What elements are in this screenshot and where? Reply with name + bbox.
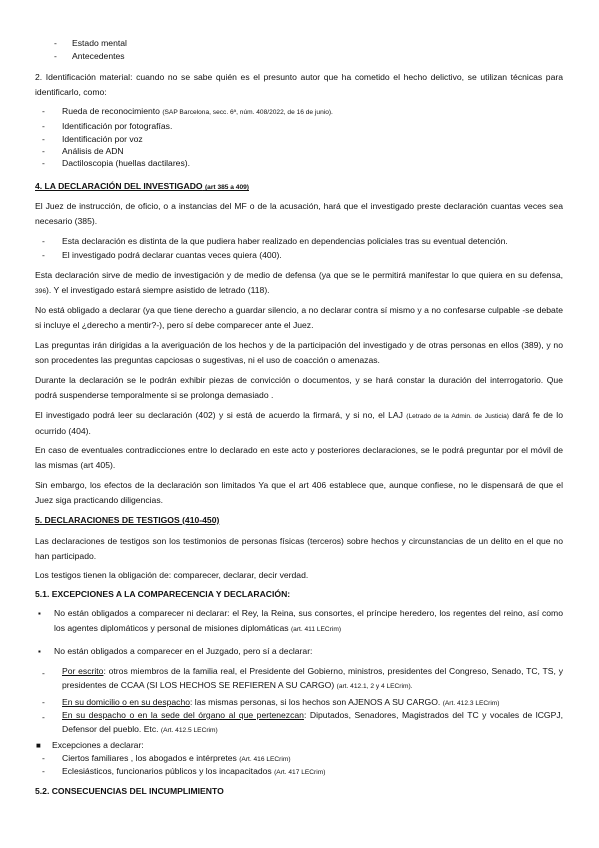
- list-item: Antecedentes: [72, 51, 125, 61]
- paragraph: El investigado podrá leer su declaración (402) y si está de acuerdo la firmará, y si no, el LAJ (Letrado de la Admin. de Justicia) dará fe de lo ocurrido (404).: [35, 410, 563, 436]
- paragraph: En caso de eventuales contradicciones entre lo declarado en este acto y posteriores declaraciones, se le podrá preguntar por el móvil de las mismas (art 405).: [35, 445, 563, 470]
- paragraph: Sin embargo, los efectos de la declaración son limitados Ya que el art 406 establece que, aunque confiese, no le dispensará de que el Juez siga practicando diligencias.: [35, 480, 563, 505]
- dash-bullet: -: [42, 106, 45, 116]
- list-item: En su despacho o en la sede del órgano al que pertenezcan: Diputados, Senadores, Magistrados del TC y vocales de lCGPJ, Defensor del pueblo. Etc. (Art. 412.5 LECrim): [62, 710, 564, 734]
- list-item: Identificación por voz: [62, 134, 143, 144]
- list-item: Excepciones a declarar:: [52, 740, 144, 750]
- list-item: Identificación por fotografías.: [62, 121, 173, 131]
- dash-bullet: -: [42, 134, 45, 144]
- dash-bullet: -: [42, 712, 45, 722]
- paragraph: Esta declaración sirve de medio de investigación y de medio de defensa (ya que se le permitirá manifestar lo que quiera en su defensa, 396). Y el investigado estará siempre asistido de letrado (118).: [35, 270, 563, 295]
- bullet-dot: ▪: [38, 647, 41, 656]
- paragraph: Las declaraciones de testigos son los testimonios de personas físicas (terceros) sobre hechos y circunstancias de un delito en el que no han participado.: [35, 536, 563, 561]
- bullet-dot: ▪: [38, 609, 41, 618]
- list-item: El investigado podrá declarar cuantas veces quiera (400).: [62, 250, 282, 260]
- paragraph: Los testigos tienen la obligación de: comparecer, declarar, decir verdad.: [35, 570, 309, 580]
- dash-bullet: -: [54, 38, 57, 48]
- dash-bullet: -: [42, 158, 45, 168]
- dash-bullet: -: [42, 146, 45, 156]
- list-item: En su domicilio o en su despacho: las mismas personas, si los hechos son AJENOS A SU CARGO. (Art. 412.3 LECrim): [62, 697, 500, 707]
- dash-bullet: -: [42, 766, 45, 776]
- list-item: No están obligados a comparecer ni declarar: el Rey, la Reina, sus consortes, el príncipe heredero, los regentes del reino, así como los agentes diplomáticos y personal de misiones diplomáticas (art. 411 LECrim): [54, 608, 563, 633]
- paragraph: El Juez de instrucción, de oficio, o a instancias del MF o de la acusación, hará que el investigado preste declaración cuantas veces sea necesario (385).: [35, 201, 563, 226]
- list-item: Análisis de ADN: [62, 146, 124, 156]
- subsection-heading: 5.1. EXCEPCIONES A LA COMPARECENCIA Y DECLARACIÓN:: [35, 589, 291, 599]
- bullet-dot: ■: [36, 741, 41, 750]
- subsection-heading: 5.2. CONSECUENCIAS DEL INCUMPLIMIENTO: [35, 786, 224, 796]
- list-item: Por escrito: otros miembros de la familia real, el Presidente del Gobierno, ministros, presidentes del Congreso, Senado, TC, TS, y presidentes de CCAA (SI LOS HECHOS SE REFIEREN A SU CARGO) (art. 412.1, 2 y 4 LECrim).: [62, 666, 563, 690]
- dash-bullet: -: [42, 753, 45, 763]
- paragraph: Las preguntas irán dirigidas a la averiguación de los hechos y de la participación del investigado y de otras personas en ellos (389), y no son procedentes las preguntas capciosas o sugestivas, ni el uso de coacción o amenazas.: [35, 340, 563, 365]
- dash-bullet: -: [42, 668, 45, 678]
- dash-bullet: -: [42, 697, 45, 707]
- section-heading: 5. DECLARACIONES DE TESTIGOS (410-450): [35, 515, 220, 525]
- list-item: Rueda de reconocimiento (SAP Barcelona, secc. 6ª, núm. 408/2022, de 16 de junio).: [62, 106, 333, 116]
- list-item: Eclesiásticos, funcionarios públicos y los incapacitados (Art. 417 LECrim): [62, 766, 326, 776]
- list-item: Dactiloscopia (huellas dactilares).: [62, 158, 191, 168]
- list-item: Estado mental: [72, 38, 127, 48]
- section-heading: 4. LA DECLARACIÓN DEL INVESTIGADO (art 385 a 409): [35, 181, 249, 191]
- paragraph: 2. Identificación material: cuando no se sabe quién es el presunto autor que ha cometido el hecho delictivo, se utilizan técnicas para identificarlo, como:: [35, 72, 563, 97]
- dash-bullet: -: [54, 51, 57, 61]
- list-item: Ciertos familiares , los abogados e intérpretes (Art. 416 LECrim): [62, 753, 291, 763]
- dash-bullet: -: [42, 121, 45, 131]
- dash-bullet: -: [42, 236, 45, 246]
- list-item: Esta declaración es distinta de la que pudiera haber realizado en dependencias policiales tras su eventual detención.: [62, 236, 508, 246]
- list-item: No están obligados a comparecer en el Juzgado, pero sí a declarar:: [54, 646, 313, 656]
- dash-bullet: -: [42, 250, 45, 260]
- paragraph: Durante la declaración se le podrán exhibir piezas de convicción o documentos, y se hará constar la duración del interrogatorio. Que podrá suspenderse temporalmente si se prolonga demasiado .: [35, 375, 563, 400]
- paragraph: No está obligado a declarar (ya que tiene derecho a guardar silencio, a no declarar contra sí mismo y a no confesarse culpable -se debate si incluye el ¿derecho a mentir?-), pero sí debe comparecer ante el Juez.: [35, 305, 563, 330]
